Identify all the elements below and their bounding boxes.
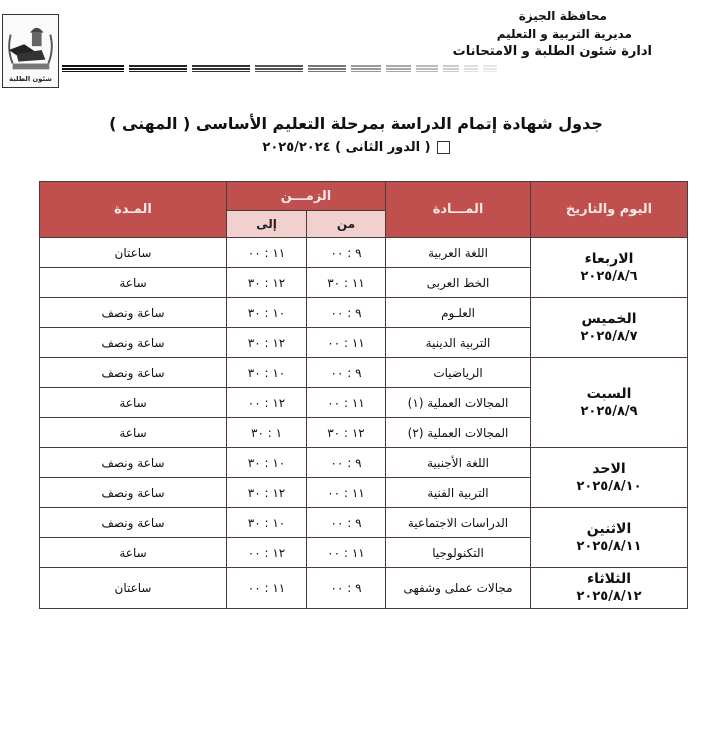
svg-text:شئون الطلبة: شئون الطلبة [9, 74, 52, 83]
duration-cell: ساعة ونصف [40, 328, 227, 358]
to-cell: ١٠ : ٣٠ [227, 508, 307, 538]
from-cell: ٩ : ٠٠ [307, 298, 386, 328]
header-day-date: اليوم والتاريخ [531, 182, 688, 238]
organization-header [453, 7, 652, 61]
from-cell: ٩ : ٠٠ [307, 568, 386, 609]
department-label: ادارة شئون الطلبة و الامتحانات [452, 44, 652, 59]
subject-cell: اللغة الأجنبية [386, 448, 531, 478]
exam-schedule-table [39, 181, 688, 609]
to-cell: ١٢ : ٠٠ [227, 388, 307, 418]
subject-cell: المجالات العملية (١) [386, 388, 531, 418]
directorate-label: مديرية التربية و التعليم [496, 27, 632, 41]
table-row [40, 238, 688, 268]
to-cell: ١٠ : ٣٠ [227, 358, 307, 388]
to-cell: ١٢ : ٠٠ [227, 538, 307, 568]
duration-cell: ساعة [40, 418, 227, 448]
from-cell: ٩ : ٠٠ [307, 238, 386, 268]
duration-cell: ساعة ونصف [40, 508, 227, 538]
header-to: إلى [227, 211, 307, 238]
from-cell: ١١ : ٠٠ [307, 388, 386, 418]
duration-cell: ساعتان [40, 568, 227, 609]
subject-cell: التربية الفنية [386, 478, 531, 508]
from-cell: ١١ : ٠٠ [307, 538, 386, 568]
day-cell: الاربعاء ٢٠٢٥/٨/٦ [531, 238, 688, 298]
table-row [40, 448, 688, 478]
day-cell: الاحد ٢٠٢٥/٨/١٠ [531, 448, 688, 508]
header-duration: المـدة [40, 182, 227, 238]
to-cell: ١٢ : ٣٠ [227, 328, 307, 358]
from-cell: ٩ : ٠٠ [307, 508, 386, 538]
session-label: ( الدور الثانى ) ٢٠٢٥/٢٠٢٤ [262, 140, 431, 155]
to-cell: ١١ : ٠٠ [227, 568, 307, 609]
header-subject: المـــادة [386, 182, 531, 238]
table-row [40, 298, 688, 328]
document-subtitle [0, 140, 712, 155]
logo-emblem-icon [3, 15, 58, 87]
from-cell: ٩ : ٠٠ [307, 448, 386, 478]
from-cell: ١١ : ٠٠ [307, 478, 386, 508]
subject-cell: الدراسات الاجتماعية [386, 508, 531, 538]
checkbox-icon [437, 141, 450, 154]
header-from: من [307, 211, 386, 238]
subject-cell: الرياضيات [386, 358, 531, 388]
subject-cell: المجالات العملية (٢) [386, 418, 531, 448]
to-cell: ١٢ : ٣٠ [227, 268, 307, 298]
from-cell: ١١ : ٣٠ [307, 268, 386, 298]
from-cell: ١١ : ٠٠ [307, 328, 386, 358]
day-cell: الثلاثاء ٢٠٢٥/٨/١٢ [531, 568, 688, 609]
table-row [40, 358, 688, 388]
to-cell: ١٠ : ٣٠ [227, 298, 307, 328]
subject-cell: التكنولوجيا [386, 538, 531, 568]
day-cell: السبت ٢٠٢٥/٨/٩ [531, 358, 688, 448]
from-cell: ١٢ : ٣٠ [307, 418, 386, 448]
duration-cell: ساعة [40, 388, 227, 418]
subject-cell: الخط العربى [386, 268, 531, 298]
subject-cell: العلـوم [386, 298, 531, 328]
to-cell: ١١ : ٠٠ [227, 238, 307, 268]
duration-cell: ساعتان [40, 238, 227, 268]
subject-cell: مجالات عملى وشفهى [386, 568, 531, 609]
document-title: جدول شهادة إتمام الدراسة بمرحلة التعليم الأساسى ( المهنى ) [109, 114, 603, 133]
duration-cell: ساعة [40, 268, 227, 298]
duration-cell: ساعة ونصف [40, 358, 227, 388]
day-cell: الخميس ٢٠٢٥/٨/٧ [531, 298, 688, 358]
duration-cell: ساعة ونصف [40, 478, 227, 508]
table-row [40, 508, 688, 538]
duration-cell: ساعة [40, 538, 227, 568]
directorate-logo [2, 14, 59, 88]
header-divider [62, 63, 502, 73]
table-row [40, 568, 688, 609]
governorate-label: محافظة الجيزة [518, 9, 607, 23]
to-cell: ١ : ٣٠ [227, 418, 307, 448]
to-cell: ١٢ : ٣٠ [227, 478, 307, 508]
subject-cell: التربية الدينية [386, 328, 531, 358]
duration-cell: ساعة ونصف [40, 448, 227, 478]
from-cell: ٩ : ٠٠ [307, 358, 386, 388]
subject-cell: اللغة العربية [386, 238, 531, 268]
day-cell: الاثنين ٢٠٢٥/٨/١١ [531, 508, 688, 568]
to-cell: ١٠ : ٣٠ [227, 448, 307, 478]
header-time: الزمـــن [227, 182, 386, 211]
duration-cell: ساعة ونصف [40, 298, 227, 328]
